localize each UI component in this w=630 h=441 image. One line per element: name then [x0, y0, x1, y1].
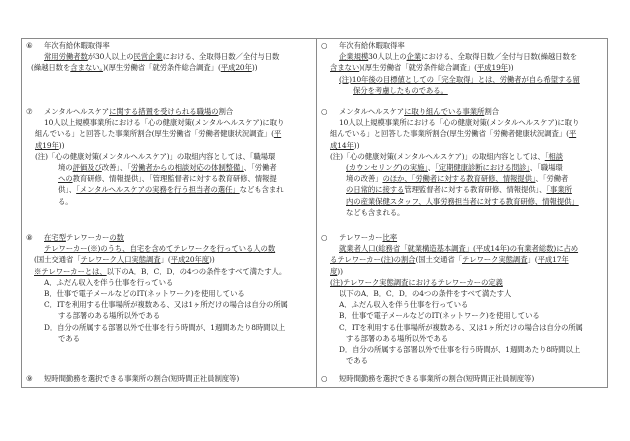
underlined-text: の数 [109, 233, 124, 242]
text-line [317, 277, 607, 288]
text-segment: (国土交通省「 [34, 255, 81, 265]
underlined-text: 平成20年度 [170, 255, 210, 265]
item-marker: ⑦ [26, 107, 33, 116]
underlined-text: ※テレワーカーとは、 [34, 266, 107, 276]
item-title: 短時間勤務を選択できる事業所の割合(短時間正社員制度等) [44, 374, 240, 383]
text-line [317, 196, 607, 207]
text-segment: である [346, 356, 368, 366]
text-segment: 改善」、「 [101, 163, 131, 173]
text-segment: C．ITを利用する仕事場所が複数ある、又は1ヶ所だけの場合は自分の所属 [44, 300, 288, 310]
item-marker: ⑥ [26, 41, 33, 50]
text-segment: テレワーカー [339, 233, 383, 242]
text-line [22, 243, 316, 254]
text-line [317, 344, 607, 355]
underlined-text: 含まない。 [70, 63, 104, 73]
text-segment: 境の改善」 [346, 174, 383, 184]
text-segment: 割合 [484, 107, 499, 116]
text-segment: 以下のA．B．C．D．の4つの条件をすべて満たす人。 [106, 266, 287, 276]
text-segment: する部署のある場所以外である [346, 333, 449, 343]
text-segment: B．仕事で電子メールなどのIT(ネットワーク)を使用している [44, 289, 245, 299]
text-line [317, 117, 607, 128]
underlined-text: 就業者人口(総務省「就業構造基本調査」(平成14年)の有業者総数)に占め [339, 244, 579, 254]
underlined-text: テレワーカー(※)のうち、自宅を含めてテレワークを行っている人の数 [44, 244, 276, 254]
text-line [22, 162, 316, 173]
text-line [22, 51, 316, 62]
text-line [22, 151, 316, 162]
item-marker: ⑨ [26, 374, 33, 383]
item-title: 年次有給休暇取得率 [44, 41, 110, 50]
text-segment: (繰越日数を [31, 63, 71, 73]
underlined-text: 成19年 [35, 140, 59, 150]
underlined-text: 平成17年 [537, 255, 569, 265]
underlined-text: に取り組んでいる事業所 [404, 107, 485, 116]
text-line [22, 322, 316, 333]
text-segment: B．仕事で電子メールなどのIT(ネットワーク)を使用している [339, 311, 540, 321]
underlined-text: 平 [273, 129, 282, 139]
item-marker: ○ [321, 374, 328, 383]
underlined-text: (注)10年後の目標値としての「完全取得」とは、労働者が自ら希望する留 [339, 74, 580, 84]
underlined-text: 「メンタルヘルスケアの実務を行う担当者の選任」 [76, 185, 240, 195]
text-segment: 、 [427, 163, 436, 173]
text-line [317, 173, 607, 184]
text-segment: 、「労働者 [243, 163, 277, 173]
underlined-text: 平成20年 [220, 63, 252, 73]
left-item-8 [22, 232, 316, 344]
text-segment: なども含まれる。 [346, 207, 405, 217]
text-line [22, 117, 316, 128]
underlined-text: の日常的に接する [346, 185, 405, 195]
text-segment: 」( [160, 255, 171, 265]
item-marker: ○ [321, 107, 328, 116]
text-line [317, 266, 607, 277]
text-line [22, 173, 316, 184]
text-line [317, 74, 607, 85]
item-marker: ○ [321, 233, 328, 242]
right-item-9 [317, 373, 607, 384]
text-segment: 管理監督者に対する教育研修、情報提供」、 [404, 185, 547, 195]
item-title [44, 107, 233, 116]
right-item-6 [317, 40, 607, 96]
text-line [22, 266, 316, 277]
underlined-text: 労働者からの相談対応の体制整備」 [130, 163, 244, 173]
text-segment: )) [209, 255, 215, 265]
underlined-text: に関する措置を受けられる職場の [109, 107, 219, 116]
text-segment: 10人以上規模事業所における「心の健康対策(メンタルヘルスケア)に取り [339, 118, 580, 128]
text-segment: 組んでいる」と回答した事業所割合(厚生労働省「労働者健康状況調査」( [35, 129, 274, 139]
underlined-text: 常用労働者数 [44, 52, 88, 62]
text-line [317, 333, 607, 344]
underlined-text: 「定期健康診断における問診」 [435, 163, 530, 173]
text-line [22, 140, 316, 151]
text-segment: A．ふだん収入を伴う仕事を行っている [339, 300, 469, 310]
text-line [22, 277, 316, 288]
text-line [317, 128, 607, 139]
text-segment: テレワーカー [65, 233, 110, 242]
underlined-text: 評価及び [72, 163, 102, 173]
text-line [317, 140, 607, 151]
text-line [317, 62, 607, 73]
item-title: 年次有給休暇取得率 [339, 41, 405, 50]
text-segment: 10人以上規模事業所における「心の健康対策(メンタルヘルスケア)に取り [44, 118, 285, 128]
text-segment: D．自分の所属する部署以外で仕事を行う時間が、1週間あたり8時間以上 [44, 322, 286, 332]
text-segment: )) [58, 140, 65, 150]
underlined-text: 「事業所 [546, 185, 572, 195]
underlined-text: のほか、「労働者に対する教育研修、情報提供」 [382, 174, 536, 184]
underlined-text: 平 [568, 129, 577, 139]
underlined-text: 平成19年 [476, 63, 508, 73]
text-segment: D．自分の所属する部署以外で仕事を行う時間が、1週間あたり8時間以上 [339, 345, 581, 355]
underlined-text: 成14年 [330, 140, 354, 150]
text-line [22, 310, 316, 321]
text-line [317, 85, 607, 96]
text-segment: における、全取得日数／全付与日数(繰越日数を [421, 52, 578, 62]
text-segment: する部署のある場所以外である [58, 311, 161, 321]
text-segment: 」( [527, 255, 538, 265]
underlined-text: 在宅型 [44, 233, 66, 242]
text-line [22, 196, 316, 207]
text-line [22, 333, 316, 344]
text-line [317, 243, 607, 254]
right-item-7 [317, 106, 607, 218]
text-segment: (注)「心の健康対策(メンタルヘルスケア)」の取組内容としては、 [330, 151, 545, 161]
comparison-table [21, 38, 608, 388]
text-line [22, 288, 316, 299]
right-column [317, 39, 607, 387]
left-item-7 [22, 106, 316, 207]
text-segment: 、「職場環 [529, 163, 563, 173]
item-title [339, 233, 397, 242]
text-segment: C．ITを利用する仕事場所が複数ある、又は1ヶ所だけの場合は自分の所属 [339, 322, 583, 332]
text-segment: )) [251, 63, 258, 73]
text-segment: 境の [58, 163, 73, 173]
text-segment: る。 [58, 196, 73, 206]
underlined-text: 含まない [330, 63, 360, 73]
item-marker: ○ [321, 41, 328, 50]
text-line [317, 184, 607, 195]
text-line [22, 254, 316, 265]
underlined-text: への [58, 174, 73, 184]
text-line [317, 310, 607, 321]
text-segment: 教育研修、情報提供」、「管理監督者に対する教育研修、情報提 [72, 174, 277, 184]
text-line [317, 299, 607, 310]
left-item-9 [22, 373, 316, 384]
underlined-text: テレワーク実態調査 [462, 255, 528, 265]
text-line [317, 355, 607, 366]
underlined-text: 企業規模 [339, 52, 369, 62]
text-segment: )(厚生労働省「就労条件総合調査」( [103, 63, 221, 73]
text-segment: 、「労働者 [535, 174, 569, 184]
underlined-text: 「相談 [544, 151, 563, 161]
text-segment: が30人以上の [87, 52, 134, 62]
text-line [317, 254, 607, 265]
text-segment: (国土交通省「 [415, 255, 463, 265]
text-segment: メンタルヘルスケア [44, 107, 110, 116]
text-segment: 割合 [218, 107, 234, 116]
underlined-text: テレワーク人口実態調査 [80, 255, 161, 265]
text-segment: なども含まれ [239, 185, 284, 195]
left-column [22, 39, 317, 387]
text-segment: )) [507, 63, 514, 73]
item-title [339, 107, 499, 116]
text-line [22, 184, 316, 195]
text-segment: 以下のA．B．C．D．の4つの条件をすべて満たす人 [339, 289, 512, 299]
text-line [317, 51, 607, 62]
left-item-6 [22, 40, 316, 74]
text-line [317, 151, 607, 162]
right-item-8 [317, 232, 607, 366]
text-line [22, 62, 316, 73]
underlined-text: 度 [330, 266, 338, 276]
underlined-text: (注)テレワーク実態調査におけるテレワーカーの定義 [330, 277, 503, 287]
item-title [44, 233, 124, 242]
underlined-text: 保分を考慮したものである。 [353, 85, 448, 95]
text-segment: )(厚生労働省「就労条件総合調査」( [359, 63, 477, 73]
text-line [22, 299, 316, 310]
text-segment: メンタルヘルスケア [339, 107, 405, 116]
text-segment: 組んでいる」と回答した事業所割合(厚生労働省「労働者健康状況調査」( [330, 129, 569, 139]
text-segment: )) [337, 266, 343, 276]
text-line [317, 322, 607, 333]
item-marker: ⑧ [26, 233, 33, 242]
text-segment: (注)「心の健康対策(メンタルヘルスケア)」の取組内容としては、「職場環 [35, 151, 276, 161]
text-line [317, 207, 607, 218]
underlined-text: 民営企業 [133, 52, 163, 62]
text-line [317, 288, 607, 299]
item-title: 短時間勤務を選択できる事業所の割合(短時間正社員制度等) [339, 374, 535, 383]
underlined-text: 企業 [406, 52, 422, 62]
text-segment: 供」、 [58, 185, 77, 195]
underlined-text: (カウンセリング)の実施」 [346, 163, 428, 173]
text-line [317, 162, 607, 173]
text-segment: 30人以上の [368, 52, 407, 62]
underlined-text: るテレワーカー(注)の割合 [330, 255, 416, 265]
text-segment: における、全取得日数／全付与日数 [162, 52, 280, 62]
underlined-text: 比率 [382, 233, 398, 242]
text-line [22, 128, 316, 139]
text-segment: )) [353, 140, 360, 150]
underlined-text: 内の産業保健スタッフ、人事労務担当者に対する教育研修、情報提供」 [346, 196, 579, 206]
text-segment: である [58, 333, 80, 343]
text-segment: A．ふだん収入を伴う仕事を行っている [44, 277, 174, 287]
